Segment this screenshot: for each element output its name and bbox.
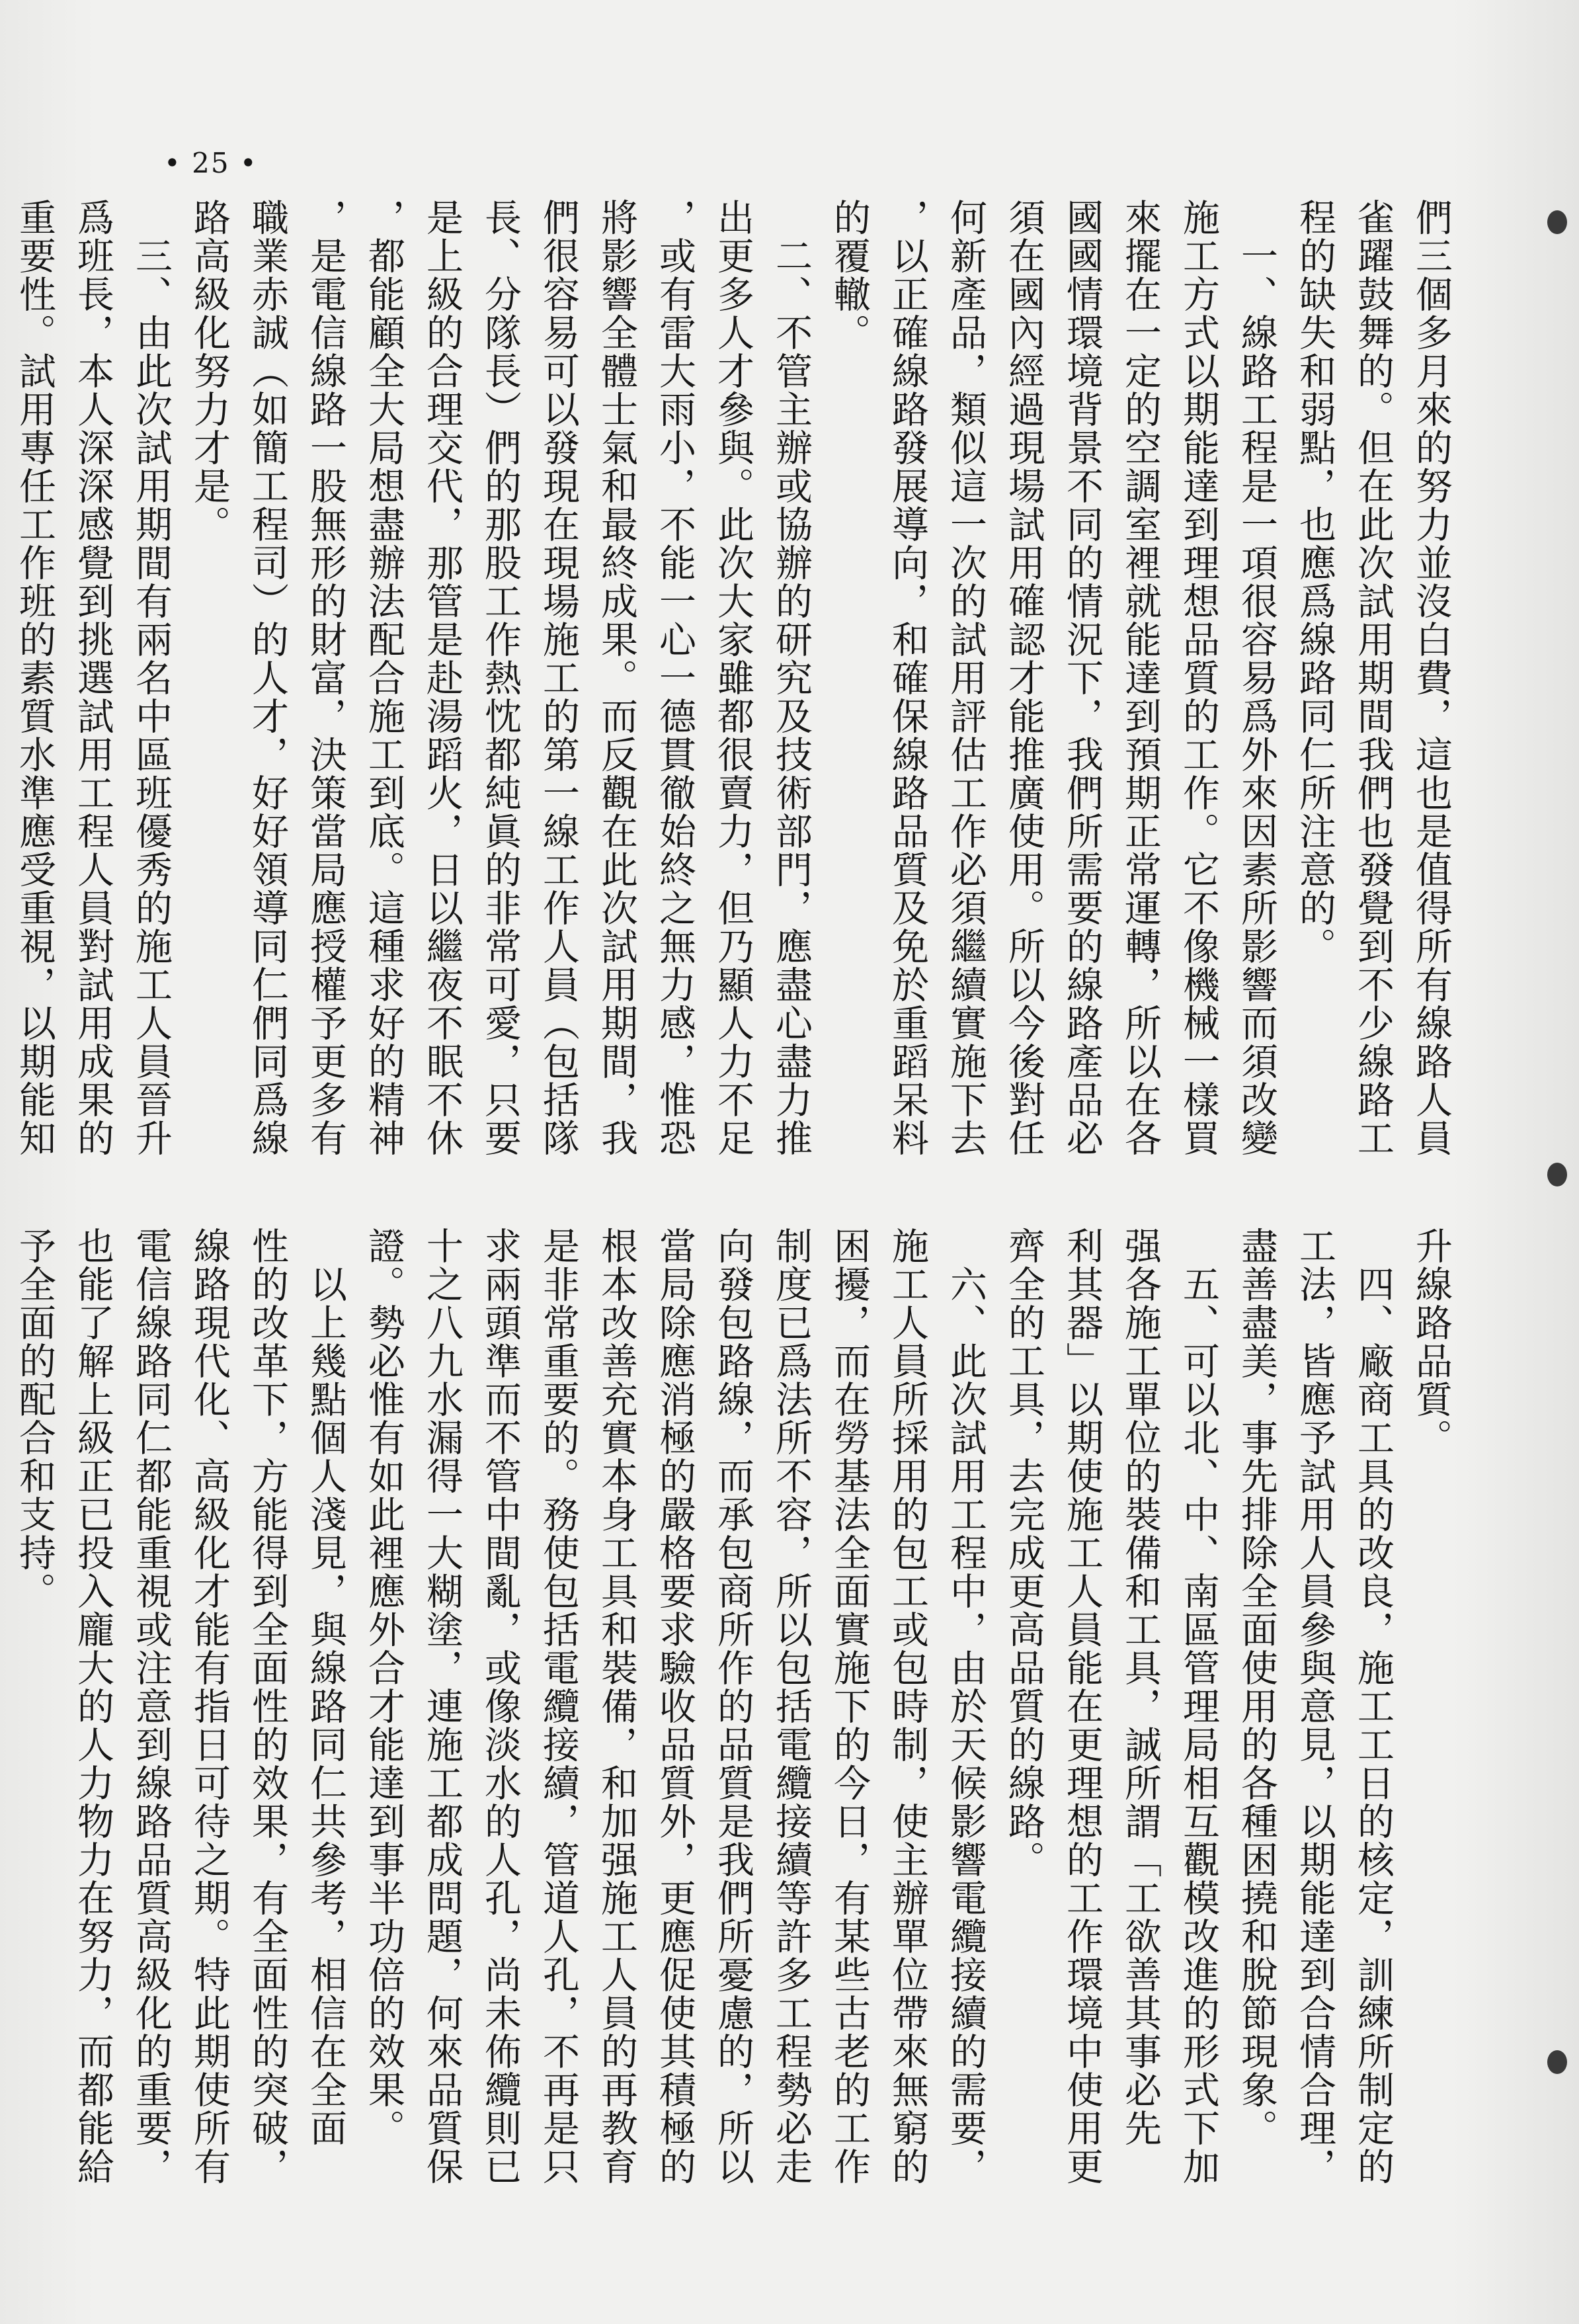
text-line: 困擾，而在勞基法全面實施下的今日，有某些古老的工作 bbox=[828, 1227, 871, 2186]
text-line: 制度已爲法所不容，所以包括電纜接續等許多工程勢必走 bbox=[770, 1227, 813, 2186]
text-line: 國國情環境背景不同的情況下，我們所需要的線路產品必 bbox=[1061, 198, 1104, 1157]
text-line: 求兩頭準而不管中間亂，或像淡水的人孔，尚未佈纜則已 bbox=[479, 1227, 522, 2186]
text-line: 施工方式以期能達到理想品質的工作。它不像機械一樣買 bbox=[1177, 198, 1220, 1157]
text-line: 六、此次試用工程中，由於天候影響電纜接續的需要， bbox=[944, 1227, 987, 2186]
text-line: 雀躍鼓舞的。但在此次試用期間我們也發覺到不少線路工 bbox=[1352, 198, 1395, 1157]
text-line: 是上級的合理交代，那管是赴湯蹈火，日以繼夜不眠不休 bbox=[421, 198, 464, 1157]
text-line: 予全面的配合和支持。 bbox=[13, 1227, 56, 1610]
text-line: 證。勢必惟有如此裡應外合才能達到事半功倍的效果。 bbox=[362, 1227, 405, 2147]
text-line: 當局除應消極的嚴格要求驗收品質外，更應促使其積極的 bbox=[653, 1227, 696, 2186]
text-line: 利其器」以期使施工人員能在更理想的工作環境中使用更 bbox=[1061, 1227, 1104, 2186]
text-line: 來擺在一定的空調室裡就能達到預期正常運轉，所以在各 bbox=[1119, 198, 1162, 1157]
binding-hole bbox=[1547, 210, 1567, 234]
text-line: 三、由此次試用期間有兩名中區班優秀的施工人員晉升 bbox=[130, 198, 173, 1157]
text-line: 出更多人才參與。此次大家雖都很賣力，但乃顯人力不足 bbox=[711, 198, 754, 1157]
upper-text-block bbox=[0, 198, 1460, 1157]
text-line bbox=[0, 198, 5, 1154]
text-line: 路高級化努力才是。 bbox=[188, 198, 231, 544]
binding-hole bbox=[1547, 1163, 1567, 1186]
text-line: 四、廠商工具的改良，施工工日的核定，訓練所制定的 bbox=[1352, 1227, 1395, 2186]
text-line: 程的缺失和弱點，也應爲線路同仁所注意的。 bbox=[1293, 198, 1336, 966]
text-line: 將影響全體士氣和最終成果。而反觀在此次試用期間，我 bbox=[595, 198, 638, 1157]
text-line: 電信線路同仁都能重視或注意到線路品質高級化的重要， bbox=[130, 1227, 173, 2186]
text-line: 性的改革下，方能得到全面性的效果，有全面性的突破， bbox=[246, 1227, 289, 2186]
text-line: 盡善盡美，事先排除全面使用的各種困撓和脫節現象。 bbox=[1235, 1227, 1278, 2147]
text-line: 重要性。試用專任工作班的素質水準應受重視，以期能知 bbox=[13, 198, 56, 1157]
text-line: 是非常重要的。務使包括電纜接續，管道人孔，不再是只 bbox=[537, 1227, 580, 2186]
text-line: 施工人員所採用的包工或包時制，使主辦單位帶來無窮的 bbox=[886, 1227, 929, 2186]
text-line: 長、分隊長）們的那股工作熱忱都純眞的非常可愛，只要 bbox=[479, 198, 522, 1157]
text-line: 們很容易可以發現在現場施工的第一線工作人員（包括隊 bbox=[537, 198, 580, 1157]
text-line: 須在國內經過現場試用確認才能推廣使用。所以今後對任 bbox=[1002, 198, 1045, 1157]
lower-text-block bbox=[5, 1227, 1460, 2225]
text-line: 一、線路工程是一項很容易爲外來因素所影響而須改變 bbox=[1235, 198, 1278, 1157]
text-line: 升線路品質。 bbox=[1410, 1227, 1453, 1457]
text-line: 五、可以北、中、南區管理局相互觀模改進的形式下加 bbox=[1177, 1227, 1220, 2186]
text-line: 向發包路線，而承包商所作的品質是我們所憂慮的，所以 bbox=[711, 1227, 754, 2186]
text-line: ，是電信線路一股無形的財富，決策當局應授權予更多有 bbox=[304, 198, 347, 1157]
text-line: 以上幾點個人淺見，與線路同仁共參考，相信在全面 bbox=[304, 1227, 347, 2147]
text-line: ，都能顧全大局想盡辦法配合施工到底。這種求好的精神 bbox=[362, 198, 405, 1157]
page-number: • 25 • bbox=[164, 147, 258, 179]
text-line: ，或有雷大雨小，不能一心一德貫徹始終之無力感，惟恐 bbox=[653, 198, 696, 1157]
text-line: 何新產品，類似這一次的試用評估工作必須繼續實施下去 bbox=[944, 198, 987, 1157]
text-line: 二、不管主辦或協辦的研究及技術部門，應盡心盡力推 bbox=[770, 198, 813, 1157]
text-line: 根本改善充實本身工具和裝備，和加强施工人員的再教育 bbox=[595, 1227, 638, 2186]
text-line: 工法，皆應予試用人員參與意見，以期能達到合情合理， bbox=[1293, 1227, 1336, 2186]
text-line: ，以正確線路發展導向，和確保線路品質及免於重蹈呆料 bbox=[886, 198, 929, 1157]
text-line: 爲班長，本人深深感覺到挑選試用工程人員對試用成果的 bbox=[71, 198, 114, 1157]
text-line: 强各施工單位的裝備和工具，誠所謂「工欲善其事必先 bbox=[1119, 1227, 1162, 2147]
text-line: 們三個多月來的努力並沒白費，這也是值得所有線路人員 bbox=[1410, 198, 1453, 1157]
text-line: 的覆轍。 bbox=[828, 198, 871, 352]
text-line: 十之八九水漏得一大糊塗，連施工都成問題，何來品質保 bbox=[421, 1227, 464, 2186]
text-line: 也能了解上級正已投入龐大的人力物力在努力，而都能給 bbox=[71, 1227, 114, 2186]
text-line: 職業赤誠（如簡工程司）的人才，好好領導同仁們同爲線 bbox=[246, 198, 289, 1157]
text-line: 線路現代化、高級化才能有指日可待之期。特此期使所有 bbox=[188, 1227, 231, 2186]
binding-hole bbox=[1547, 2050, 1567, 2074]
text-line: 齊全的工具，去完成更高品質的線路。 bbox=[1002, 1227, 1045, 1879]
